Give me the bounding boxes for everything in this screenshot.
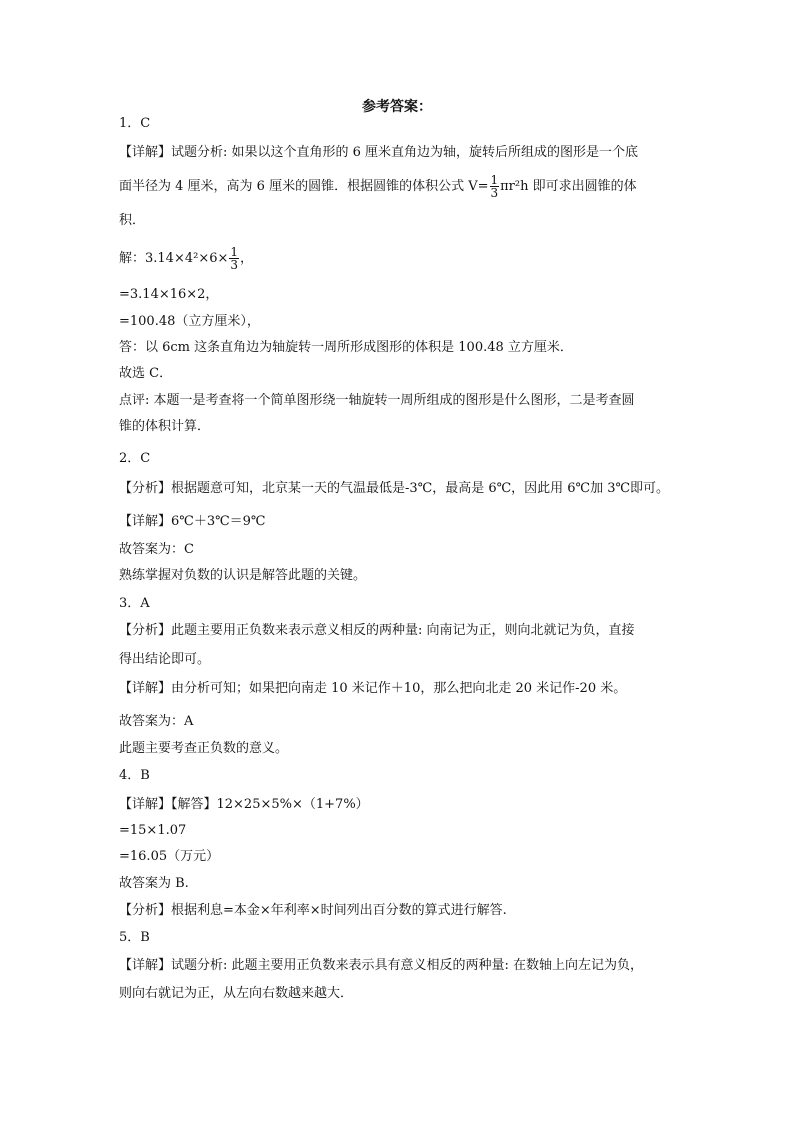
q5-number: 5．B — [119, 930, 150, 945]
q1-detail-line1: 【详解】试题分析: 如果以这个直角形的 6 厘米直角边为轴，旋转后所组成的图形是一个底 — [119, 145, 639, 160]
q1-calc-line1 — [119, 246, 253, 271]
q1-line2-post: πr²h 即可求出圆锥的体 — [500, 179, 637, 194]
q3-note: 此题主要考查正负数的意义。 — [119, 741, 289, 756]
fraction-numerator: 1 — [490, 173, 499, 187]
q1-number: 1．C — [119, 116, 151, 131]
q3-analysis-line2: 得出结论即可。 — [119, 652, 211, 667]
one-third-fraction — [229, 246, 239, 271]
q1-comment-line2: 锥的体积计算． — [119, 419, 211, 434]
q4-detail: 【详解】【解答】12×25×5%×（1+7%） — [119, 797, 369, 812]
q3-detail: 【详解】由分析可知；如果把向南走 10 米记作＋10，那么把向北走 20 米记作-20 米。 — [119, 681, 627, 696]
q2-analysis: 【分析】根据题意可知，北京某一天的气温最低是-3℃，最高是 6℃，因此用 6℃加 3℃即可。 — [119, 481, 670, 496]
q5-detail-line1: 【详解】试题分析: 此题主要用正负数来表示具有意义相反的两种量: 在数轴上向左记为负， — [119, 958, 644, 973]
q2-detail: 【详解】6℃＋3℃＝9℃ — [119, 514, 266, 529]
q4-step2: =16.05（万元） — [119, 849, 220, 864]
q3-answer: 故答案为：A — [119, 714, 194, 729]
fraction-denominator: 3 — [230, 258, 239, 272]
q1-calc-line3: =100.48（立方厘米）， — [119, 314, 260, 329]
q3-number: 3．A — [119, 596, 150, 611]
q4-step1: =15×1.07 — [119, 823, 187, 838]
page-title: 参考答案： — [362, 99, 432, 115]
q4-number: 4．B — [119, 768, 150, 783]
q1-calc-pre: 解：3.14×4²×6× — [119, 251, 229, 266]
q1-calc-post: ， — [240, 251, 254, 266]
q5-detail-line2: 则向右就记为正，从左向右数越来越大． — [119, 986, 354, 1001]
q2-answer: 故答案为：C — [119, 542, 194, 557]
q2-number: 2．C — [119, 451, 151, 466]
q3-analysis-line1: 【分析】此题主要用正负数来表示意义相反的两种量: 向南记为正，则向北就记为负，直接 — [119, 623, 635, 638]
q1-detail-line3: 积． — [119, 213, 146, 228]
q4-analysis: 【分析】根据利息=本金×年利率×时间列出百分数的算式进行解答. — [119, 903, 507, 918]
q1-choose: 故选 C． — [119, 366, 173, 381]
q1-comment-line1: 点评: 本题一是考查将一个简单图形绕一轴旋转一周所组成的图形是什么图形，二是考查圆 — [119, 393, 635, 408]
q2-note: 熟练掌握对负数的认识是解答此题的关键。 — [119, 568, 367, 583]
q1-answer: 答：以 6cm 这条直角边为轴旋转一周所形成图形的体积是 100.48 立方厘米． — [119, 340, 573, 355]
q4-answer: 故答案为 B. — [119, 876, 189, 891]
fraction-numerator: 1 — [230, 245, 239, 259]
q1-calc-line2: =3.14×16×2， — [119, 287, 219, 302]
one-third-fraction — [490, 174, 500, 199]
fraction-denominator: 3 — [490, 186, 499, 200]
q1-line2-pre: 面半径为 4 厘米，高为 6 厘米的圆锥．根据圆锥的体积公式 V= — [119, 179, 489, 194]
q1-detail-line2 — [119, 174, 637, 199]
